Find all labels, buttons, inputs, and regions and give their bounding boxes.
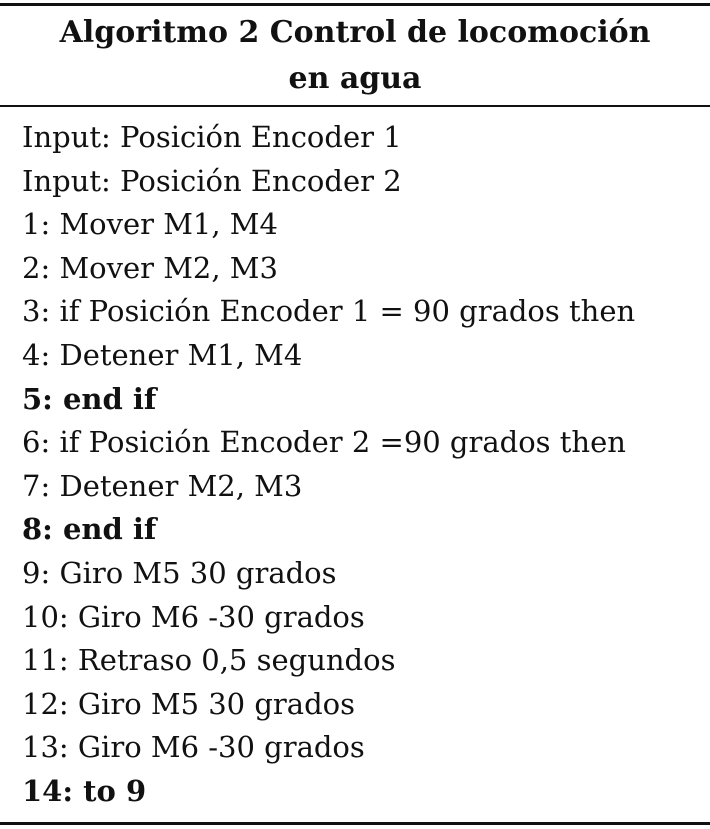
algorithm-line: 4: Detener M1, M4 — [22, 337, 303, 372]
algorithm-line: 1: Mover M1, M4 — [22, 207, 278, 242]
algorithm-line: 5: end if — [22, 381, 157, 416]
algorithm-line: 8: end if — [22, 512, 157, 547]
algorithm-line: 7: Detener M2, M3 — [22, 468, 303, 503]
title-separator-rule — [0, 105, 710, 107]
algorithm-line: Input: Posición Encoder 1 — [22, 120, 402, 154]
title-line-2: en agua — [288, 61, 422, 96]
algorithm-line: 3: if Posición Encoder 1 = 90 grados then — [22, 294, 636, 329]
algorithm-line: 14: to 9 — [22, 773, 147, 808]
algorithm-line: 9: Giro M5 30 grados — [22, 555, 337, 590]
title-line-1: Algoritmo 2 Control de locomoción — [59, 15, 651, 50]
algorithm-line: 6: if Posición Encoder 2 =90 grados then — [22, 425, 626, 460]
algorithm-line: 2: Mover M2, M3 — [22, 250, 278, 285]
algorithm-line: Input: Posición Encoder 2 — [22, 163, 402, 198]
top-rule — [0, 3, 710, 6]
algorithm-line: 12: Giro M5 30 grados — [22, 686, 355, 721]
algorithm-line: 13: Giro M6 -30 grados — [22, 730, 365, 765]
algorithm-line: 10: Giro M6 -30 grados — [22, 599, 365, 634]
algorithm-lines — [22, 116, 635, 814]
algorithm-line: 11: Retraso 0,5 segundos — [22, 643, 396, 678]
algorithm-title — [0, 10, 710, 102]
bottom-rule — [0, 822, 710, 825]
